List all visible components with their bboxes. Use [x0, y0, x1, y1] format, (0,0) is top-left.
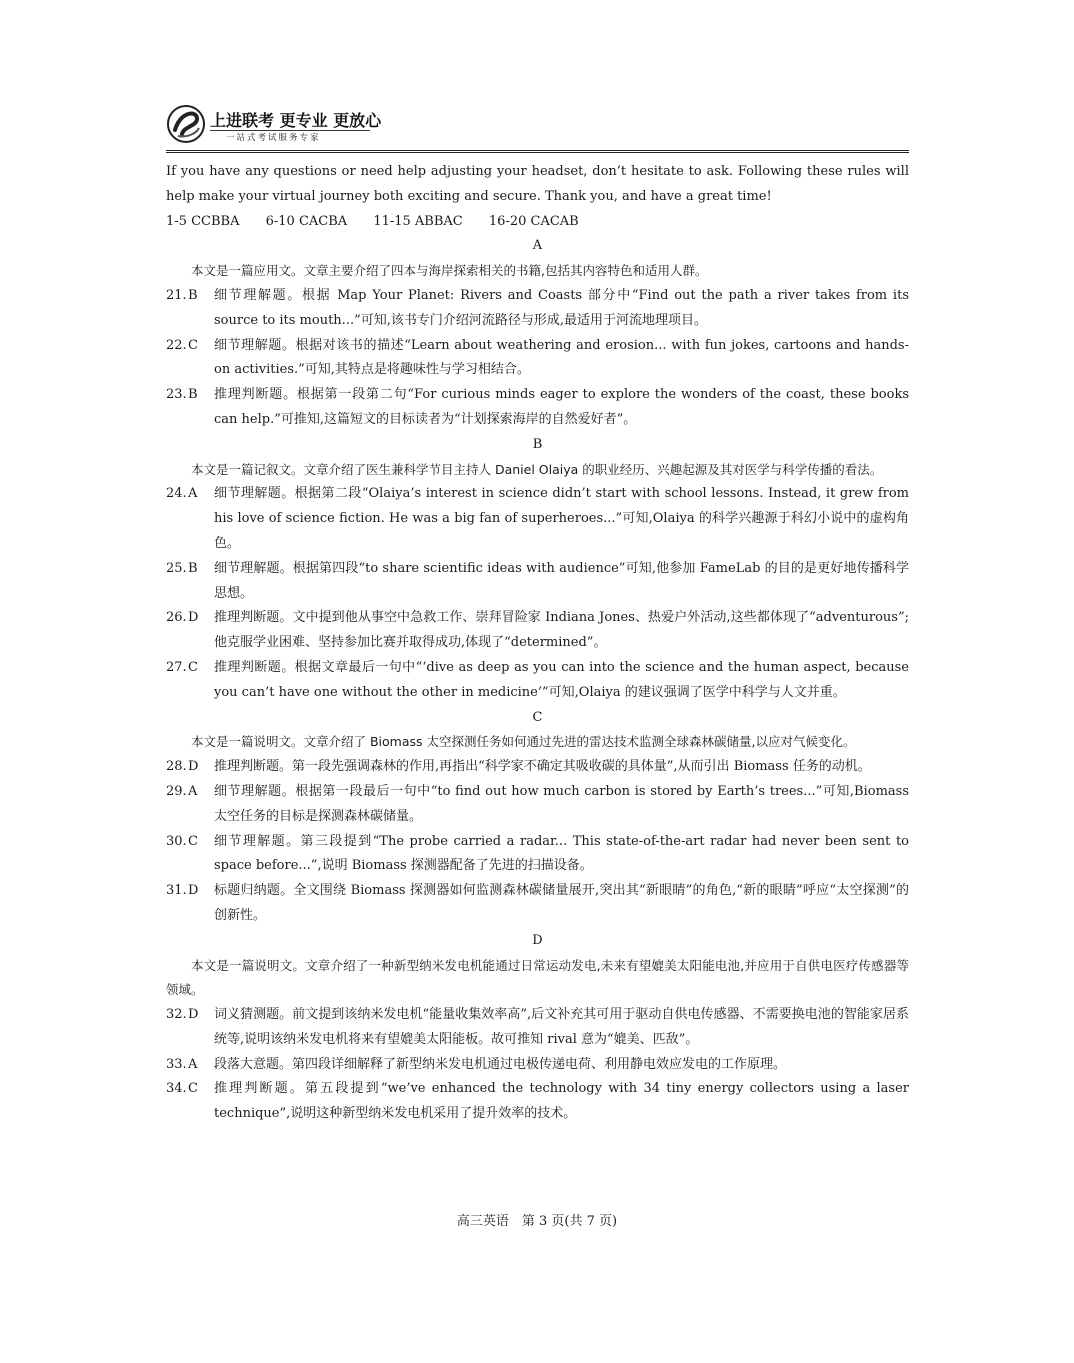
item-answer: C	[188, 833, 198, 849]
item-number: 22.	[166, 337, 187, 353]
header-rule	[166, 150, 909, 153]
item-explanation: 推理判断题。根据第一段第二句“For curious minds eager to explore the wonders of the coast, these books can help.”可推知,这篇短文的目标读者为“计划探索海岸的自然爱好者”。	[214, 387, 909, 427]
brand-slogan: 一站式考试服务专家	[226, 133, 321, 143]
item-answer: A	[188, 1056, 198, 1072]
item-explanation: 标题归纳题。全文围绕 Biomass 探测器如何监测森林碳储量展开,突出其“新眼睛”的角色,“新的眼睛”呼应“太空探测”的创新性。	[214, 883, 909, 923]
item-answer: B	[188, 287, 198, 303]
answer-item	[166, 1003, 909, 1053]
page-footer: 高三英语 第 3 页(共 7 页)	[456, 1214, 618, 1229]
answer-key: 16-20 CACAB	[488, 213, 579, 229]
item-number: 31.	[166, 883, 187, 899]
section-summary: 本文是一篇应用文。文章主要介绍了四本与海岸探索相关的书籍,包括其内容特色和适用人群。	[191, 263, 708, 279]
item-number: 29.	[166, 783, 187, 799]
item-number: 24.	[166, 486, 187, 502]
section-summary: 本文是一篇说明文。文章介绍了 Biomass 太空探测任务如何通过先进的雷达技术监测全球森林碳储量,以应对气候变化。	[191, 734, 856, 750]
item-answer: D	[188, 610, 199, 626]
item-number: 21.	[166, 287, 187, 303]
section-heading: A	[532, 238, 543, 254]
item-answer: C	[188, 337, 198, 353]
item-answer: C	[188, 1081, 198, 1097]
item-explanation: 推理判断题。第五段提到“we’ve enhanced the technology with 34 tiny energy collectors using a laser technique”,说明这种新型纳米发电机采用了提升效率的技术。	[214, 1081, 909, 1122]
item-explanation: 推理判断题。第一段先强调森林的作用,再指出“科学家不确定其吸收碳的具体量”,从而引出 Biomass 任务的动机。	[214, 759, 871, 775]
answer-item	[166, 557, 909, 607]
section-summary: 本文是一篇说明文。文章介绍了一种新型纳米发电机能通过日常运动发电,未来有望媲美太阳能电池,并应用于自供电医疗传感器等领域。	[166, 957, 909, 998]
item-answer: B	[188, 387, 198, 403]
item-number: 32.	[166, 1007, 187, 1023]
item-explanation: 细节理解题。根据第二段“Olaiya’s interest in science didn’t start with school lessons. Instead, it grew from his love of science fiction. He was a big fan of superheroes...”可知,Olaiya 的科学兴趣源于科幻小说中的虚构角色。	[214, 486, 909, 551]
item-number: 34.	[166, 1081, 187, 1097]
item-answer: D	[188, 759, 199, 775]
answer-item	[166, 606, 909, 656]
logo-icon	[166, 104, 206, 144]
intro-paragraph: If you have any questions or need help adjusting your headset, don’t hesitate to ask. Following these rules will help make your virtual journey both exciting and secure. Thank you, and have a great time!	[166, 164, 909, 204]
answer-item	[166, 830, 909, 880]
item-explanation: 推理判断题。根据文章最后一句中“‘dive as deep as you can into the science and the human aspect, because you can’t have one without the other in medicine’”可知,Olaiya 的建议强调了医学中科学与人文并重。	[214, 659, 909, 700]
answer-item	[166, 284, 909, 334]
answer-item	[166, 1053, 909, 1078]
item-explanation: 细节理解题。第三段提到“The probe carried a radar... This state-of-the-art radar had never been sent to space before...”,说明 Biomass 探测器配备了先进的扫描设备。	[214, 833, 909, 874]
answer-item	[166, 383, 909, 433]
answer-key: 1-5 CCBBA	[166, 213, 240, 229]
item-answer: D	[188, 883, 199, 899]
item-explanation: 细节理解题。根据对该书的描述“Learn about weathering and erosion... with fun jokes, cartoons and hands-on activities.”可知,其特点是将趣味性与学习相结合。	[214, 337, 909, 378]
answer-key: 11-15 ABBAC	[373, 213, 463, 229]
answer-key: 6-10 CACBA	[265, 213, 348, 229]
answer-item	[166, 1077, 909, 1127]
page-header	[166, 104, 909, 150]
section-heading: B	[532, 436, 543, 452]
item-number: 33.	[166, 1056, 187, 1072]
item-answer: B	[188, 560, 198, 576]
answer-item	[166, 780, 909, 830]
answer-item	[166, 482, 909, 556]
answer-key-row	[166, 210, 909, 235]
answer-item	[166, 755, 909, 780]
section-heading: C	[532, 709, 543, 725]
item-answer: C	[188, 659, 198, 675]
item-answer: A	[188, 486, 198, 502]
item-number: 23.	[166, 387, 187, 403]
item-explanation: 推理判断题。文中提到他从事空中急救工作、崇拜冒险家 Indiana Jones、热爱户外活动,这些都体现了“adventurous”;他克服学业困难、坚持参加比赛并取得成功,体现了“determined”。	[214, 610, 909, 651]
item-number: 30.	[166, 833, 187, 849]
item-number: 27.	[166, 659, 187, 675]
item-explanation: 细节理解题。根据第一段最后一句中“to find out how much carbon is stored by Earth’s trees...”可知,Biomass 太空任务的目标是探测森林碳储量。	[214, 783, 909, 824]
item-explanation: 细节理解题。根据第四段“to share scientific ideas with audience”可知,他参加 FameLab 的目的是更好地传播科学思想。	[214, 560, 909, 601]
item-explanation: 词义猜测题。前文提到该纳米发电机“能量收集效率高”,后文补充其可用于驱动自供电传感器、不需要换电池的智能家居系统等,说明该纳米发电机将来有望媲美太阳能板。故可推知 rival 意为“媲美、匹敌”。	[214, 1007, 909, 1047]
section-summary: 本文是一篇记叙文。文章介绍了医生兼科学节目主持人 Daniel Olaiya 的职业经历、兴趣起源及其对医学与科学传播的看法。	[191, 461, 883, 477]
item-explanation: 细节理解题。根据 Map Your Planet: Rivers and Coasts 部分中“Find out the path a river takes from its source to its mouth...”可知,该书专门介绍河流路径与形成,最适用于河流地理项目。	[214, 287, 909, 328]
item-number: 26.	[166, 610, 187, 626]
item-number: 25.	[166, 560, 187, 576]
item-explanation: 段落大意题。第四段详细解释了新型纳米发电机通过电极传递电荷、利用静电效应发电的工作原理。	[214, 1056, 787, 1072]
answer-content	[166, 160, 909, 1127]
item-number: 28.	[166, 759, 187, 775]
answer-item	[166, 879, 909, 929]
answer-item	[166, 334, 909, 384]
answer-item	[166, 656, 909, 706]
section-heading: D	[532, 932, 543, 948]
item-answer: A	[188, 783, 198, 799]
item-answer: D	[188, 1007, 199, 1023]
brand-name: 上进联考 更专业 更放心	[210, 111, 382, 130]
